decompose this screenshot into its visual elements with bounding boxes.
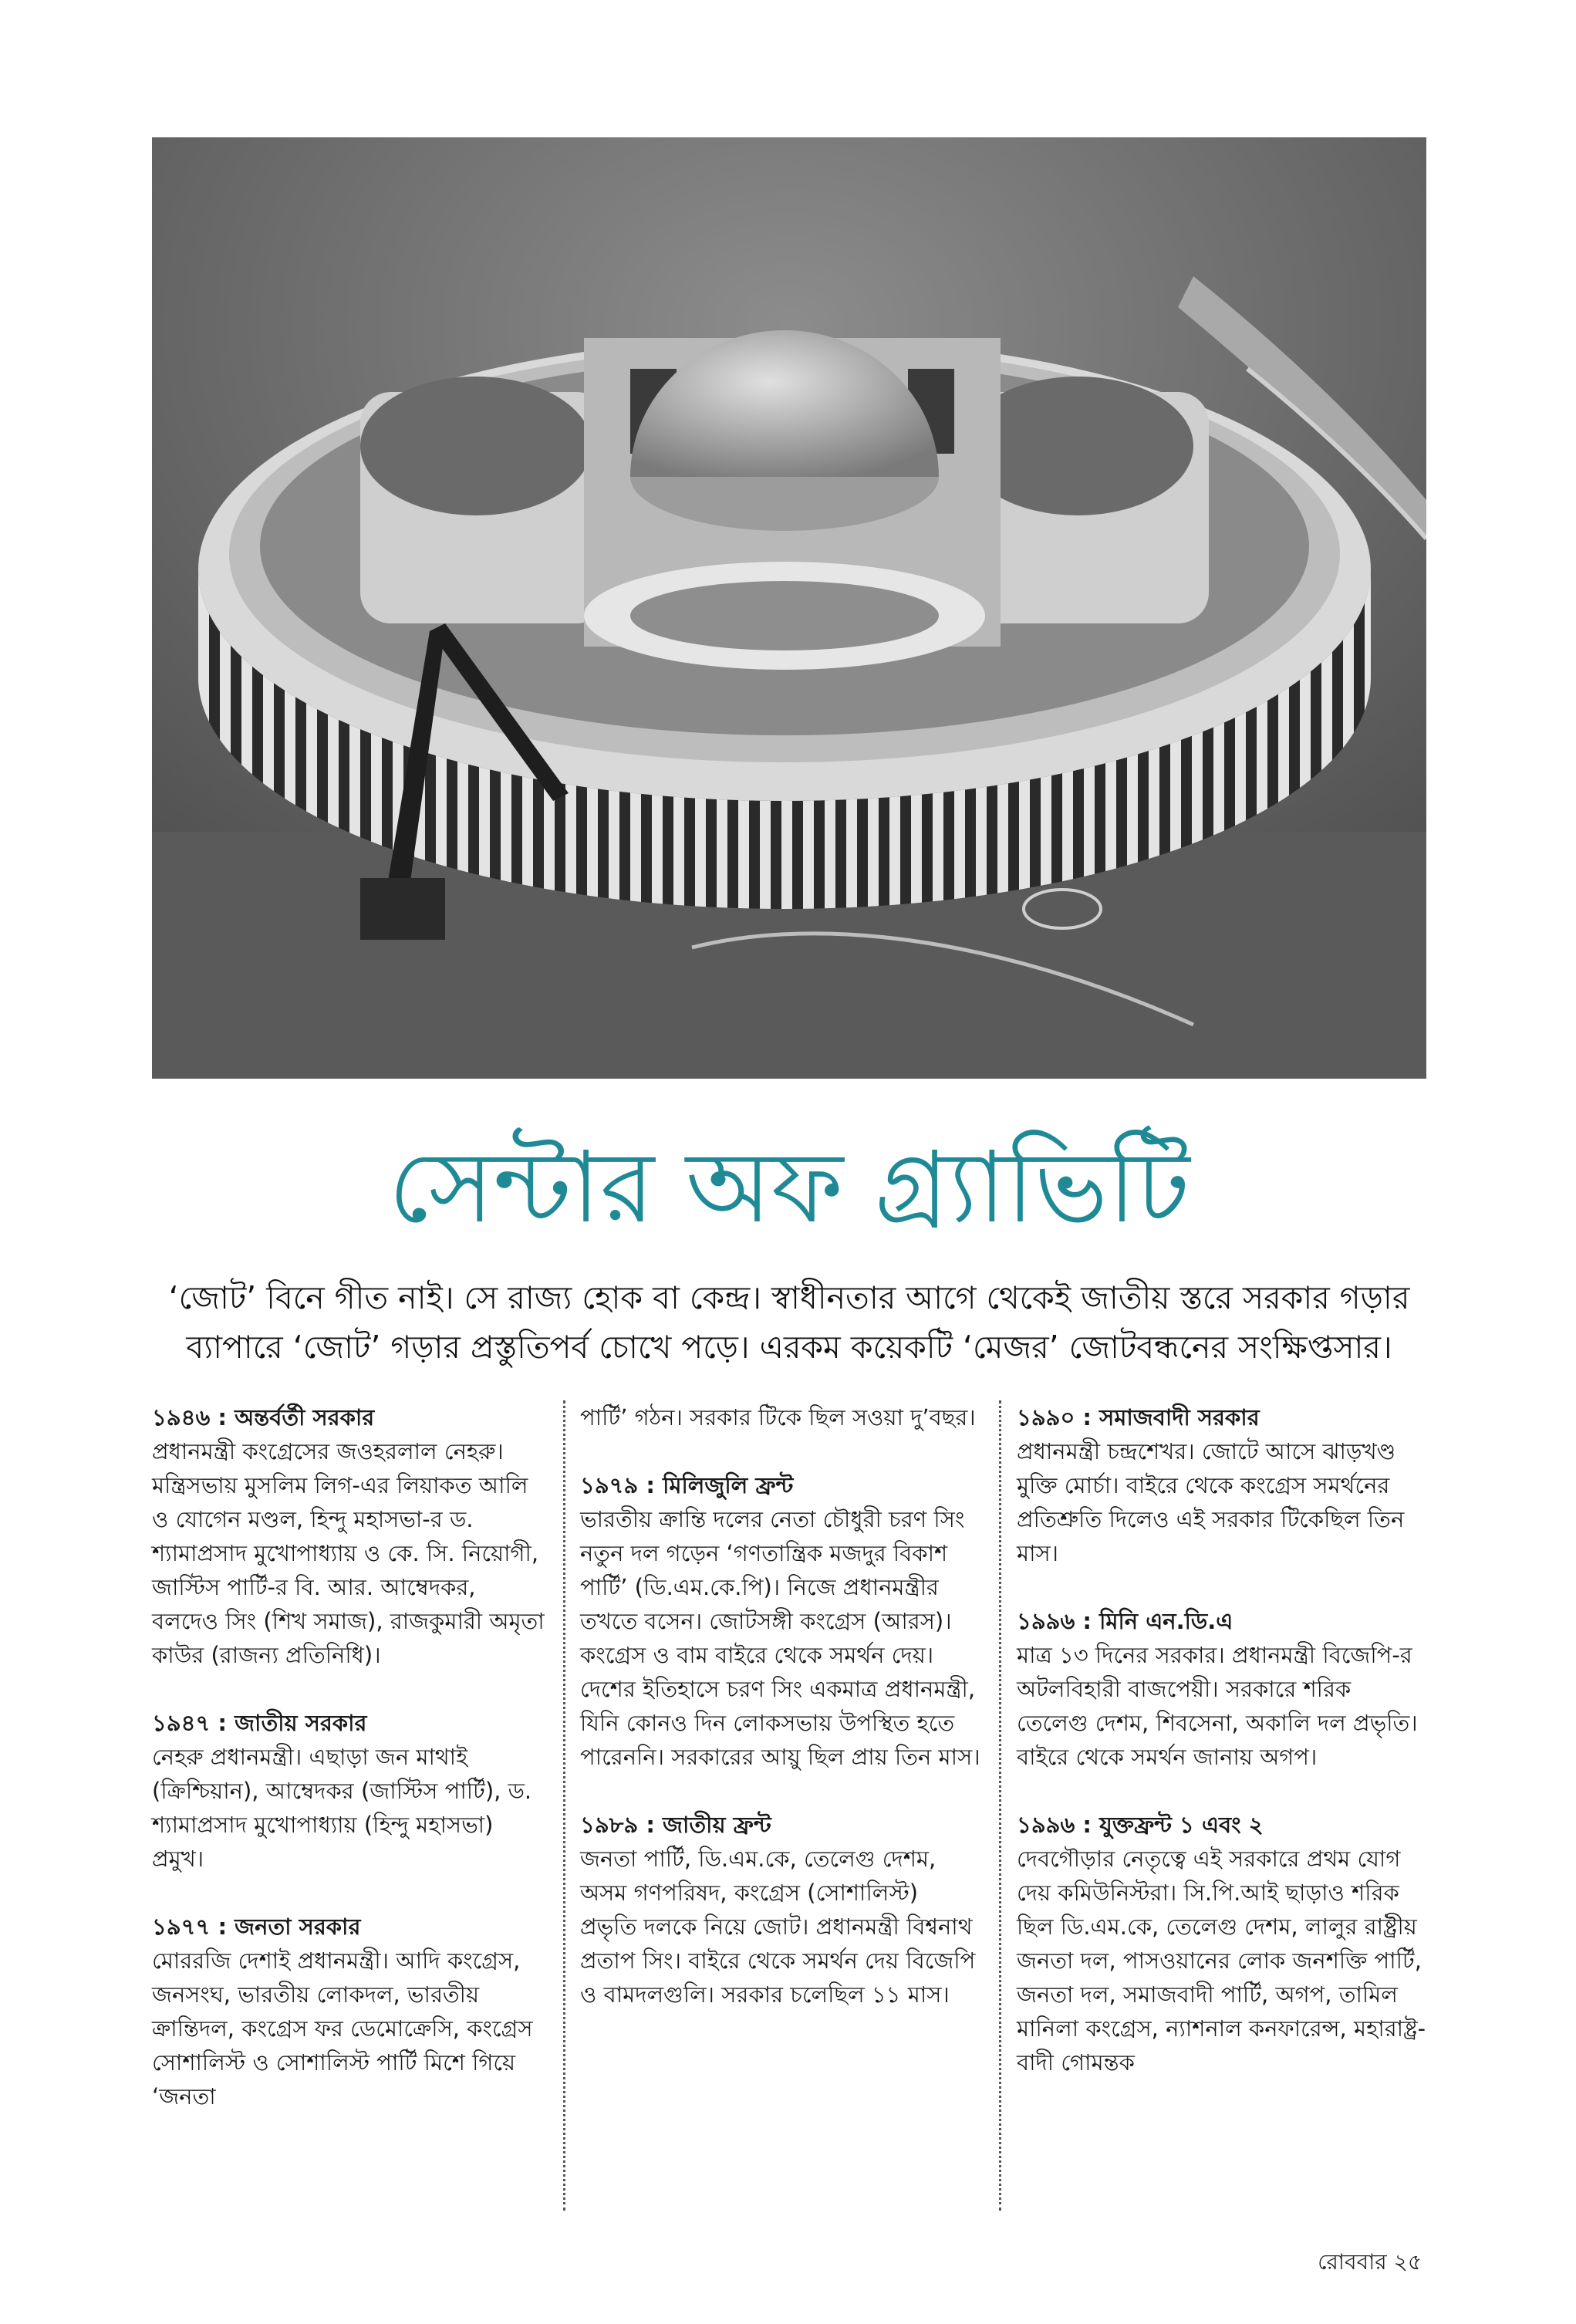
- coalition-entry: [152, 1910, 545, 2113]
- coalition-entry: [580, 1400, 981, 1434]
- entry-body: ভারতীয় ক্রান্তি দলের নেতা চৌধুরী চরণ সিং নতুন দল গড়েন ‘গণতান্ত্রিক মজদুর বিকাশ পার্টি’ (ডি.এম.কে.পি)। নিজে প্রধানমন্ত্রীর তখতে বসেন। জোটসঙ্গী কংগ্রেস (আরস)। কংগ্রেস ও বাম বাইরে থেকে সমর্থন দেয়। দেশের ইতিহাসে চরণ সিং একমাত্র প্রধানমন্ত্রী, যিনি কোনও দিন লোকসভায় উপস্থিত হতে পারেননি। সরকারের আয়ু ছিল প্রায় তিন মাস।: [580, 1506, 980, 1770]
- entry-body: নেহরু প্রধানমন্ত্রী। এছাড়া জন মাথাই (ক্রিশ্চিয়ান), আম্বেদকর (জাস্টিস পার্টি), ড. শ্যামাপ্রসাদ মুখোপাধ্যায় (হিন্দু মহাসভা) প্রমুখ।: [152, 1744, 532, 1872]
- page-folio: রোববার ২৫: [1318, 2249, 1422, 2275]
- entry-heading: ১৯৮৯ : জাতীয় ফ্রন্ট: [580, 1812, 771, 1838]
- entry-body-continued: পার্টি’ গঠন। সরকার টিকে ছিল সওয়া দু’বছর।: [580, 1404, 976, 1431]
- entry-heading: ১৯৯০ : সমাজবাদী সরকার: [1017, 1404, 1260, 1431]
- entry-heading: ১৯৪৬ : অন্তর্বর্তী সরকার: [152, 1404, 375, 1431]
- entry-heading: ১৯৭৯ : মিলিজুলি ফ্রন্ট: [580, 1472, 794, 1498]
- entry-body: প্রধানমন্ত্রী চন্দ্রশেখর। জোটে আসে ঝাড়খণ্ড মুক্তি মোর্চা। বাইরে থেকে কংগ্রেস সমর্থনের প্রতিশ্রুতি দিলেও এই সরকার টিকেছিল তিন মাস।: [1017, 1438, 1405, 1566]
- coalition-entry: [1017, 1400, 1426, 1570]
- coalition-entry: [580, 1468, 981, 1774]
- coalition-entry: [1017, 1808, 1426, 2079]
- coalition-entry: [580, 1808, 981, 2012]
- entry-body: দেবগৌড়ার নেতৃত্বে এই সরকারে প্রথম যোগ দেয় কমিউনিস্টরা। সি.পি.আই ছাড়াও শরিক ছিল ডি.এম.কে, তেলেগু দেশম, লালুর রাষ্ট্রীয় জনতা দল, পাসওয়ানের লোক জনশক্তি পার্টি, জনতা দল, সমাজবাদী পার্টি, অগপ, তামিল মানিলা কংগ্রেস, ন্যাশনাল কনফারেন্স, মহারাষ্ট্র-বাদী গোমন্তক: [1017, 1846, 1426, 2076]
- intro-text: ‘জোট’ বিনে গীত নাই। সে রাজ্য হোক বা কেন্দ্র। স্বাধীনতার আগে থেকেই জাতীয় স্তরে সরকার গড়ার ব্যাপারে ‘জোট’ গড়ার প্রস্তুতিপর্ব চোখে পড়ে। এরকম কয়েকটি ‘মেজর’ জোটবন্ধনের সংক্ষিপ্তসার।: [168, 1279, 1410, 1366]
- coalition-entry: [152, 1400, 545, 1672]
- entry-heading: ১৯৪৭ : জাতীয় সরকার: [152, 1710, 367, 1736]
- entry-body: মোররজি দেশাই প্রধানমন্ত্রী। আদি কংগ্রেস, জনসংঘ, ভারতীয় লোকদল, ভারতীয় ক্রান্তিদল, কংগ্রেস ফর ডেমোক্রেসি, কংগ্রেস সোশালিস্ট ও সোশালিস্ট পার্টি মিশে গিয়ে ‘জনতা: [152, 1947, 533, 2110]
- entry-heading: ১৯৯৬ : যুক্তফ্রন্ট ১ এবং ২: [1017, 1812, 1264, 1838]
- text-column-1: [152, 1400, 545, 2147]
- text-column-2: [580, 1400, 981, 2045]
- parliament-aerial-photo: [152, 137, 1426, 1079]
- column-divider: [563, 1400, 565, 2211]
- entry-body: জনতা পার্টি, ডি.এম.কে, তেলেগু দেশম, অসম গণপরিষদ, কংগ্রেস (সোশালিস্ট) প্রভৃতি দলকে নিয়ে জোট। প্রধানমন্ত্রী বিশ্বনাথ প্রতাপ সিং। বাইরে থেকে সমর্থন দেয় বিজেপি ও বামদলগুলি। সরকার চলেছিল ১১ মাস।: [580, 1846, 976, 2008]
- text-column-3: [1017, 1400, 1426, 2113]
- entry-body: মাত্র ১৩ দিনের সরকার। প্রধানমন্ত্রী বিজেপি-র অটলবিহারী বাজপেয়ী। সরকারে শরিক তেলেগু দেশম, শিবসেনা, অকালি দল প্রভৃতি। বাইরে থেকে সমর্থন জানায় অগপ।: [1017, 1642, 1418, 1770]
- entry-heading: ১৯৭৭ : জনতা সরকার: [152, 1914, 361, 1940]
- column-divider: [999, 1400, 1001, 2211]
- page-title: সেন্টার অফ গ্র্যাভিটি: [388, 1130, 1190, 1245]
- entry-body: প্রধানমন্ত্রী কংগ্রেসের জওহরলাল নেহরু। মন্ত্রিসভায় মুসলিম লিগ-এর লিয়াকত আলি ও যোগেন মণ্ডল, হিন্দু মহাসভা-র ড. শ্যামাপ্রসাদ মুখোপাধ্যায় ও কে. সি. নিয়োগী, জাস্টিস পার্টি-র বি. আর. আম্বেদকর, বলদেও সিং (শিখ সমাজ), রাজকুমারী অমৃতা কাউর (রাজন্য প্রতিনিধি)।: [152, 1438, 545, 1668]
- coalition-entry: [152, 1706, 545, 1876]
- coalition-entry: [1017, 1604, 1426, 1774]
- entry-heading: ১৯৯৬ : মিনি এন.ডি.এ: [1017, 1608, 1233, 1634]
